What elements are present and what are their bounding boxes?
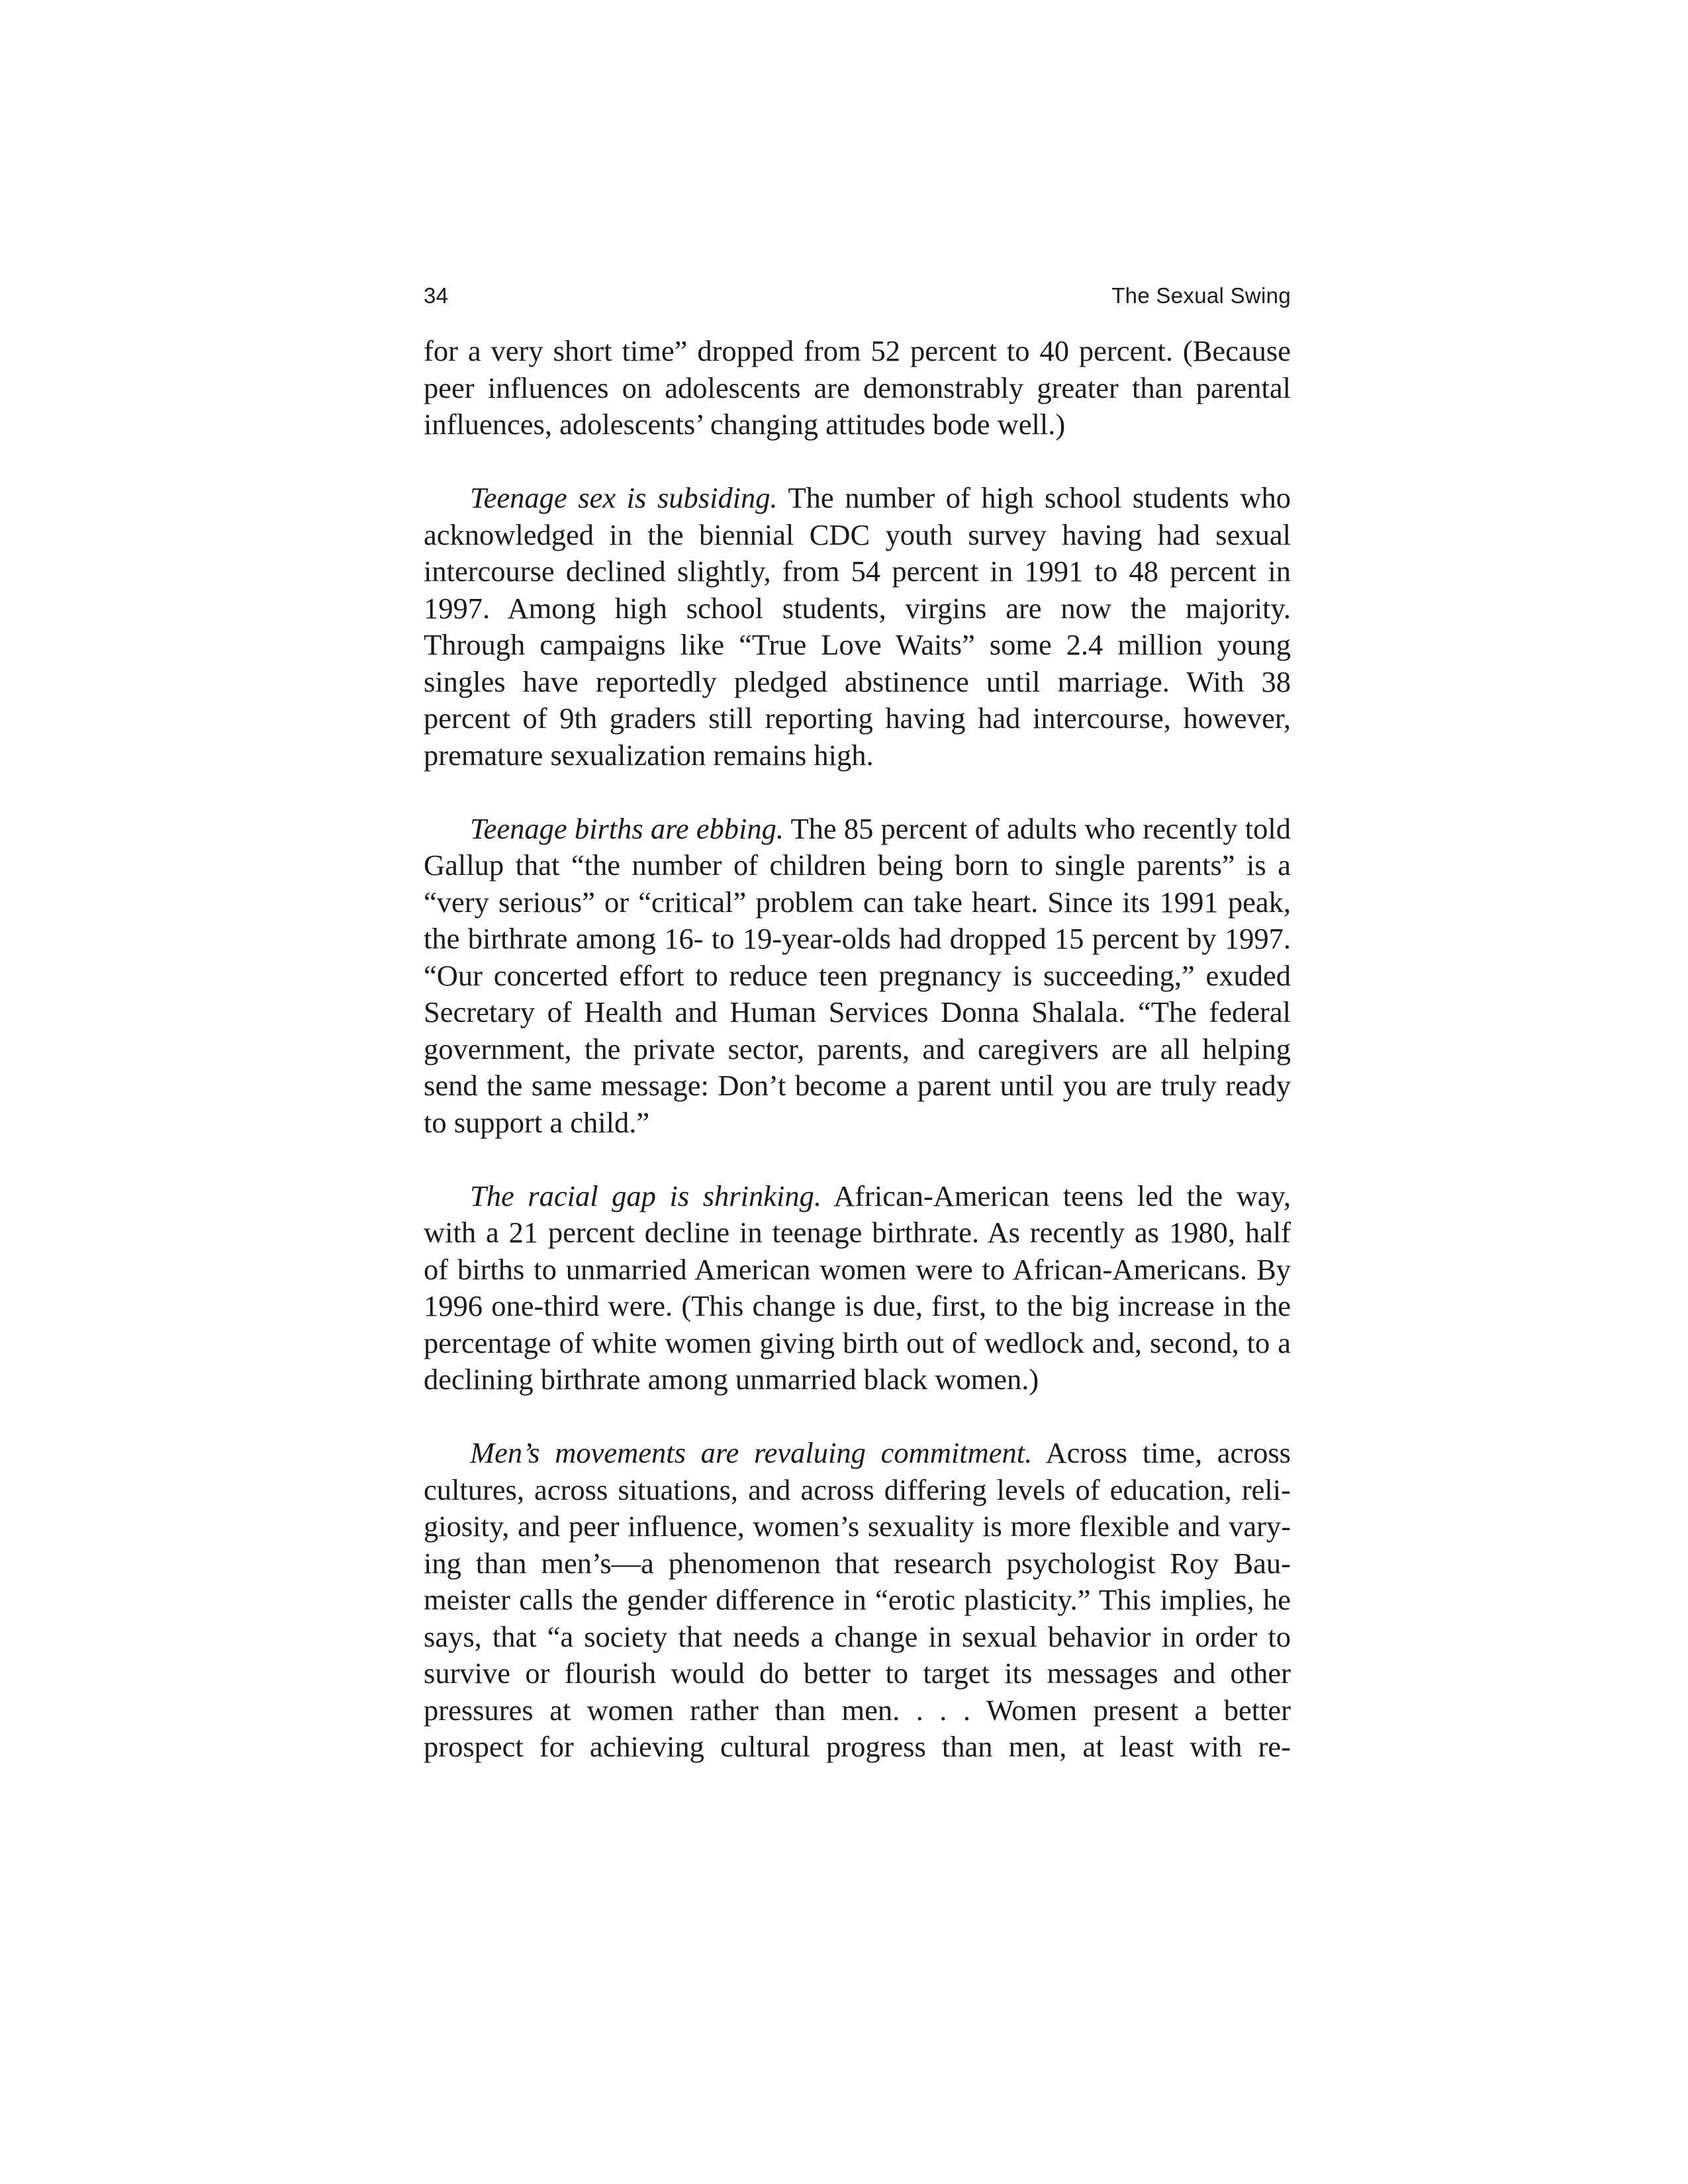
paragraph-teenage-births <box>424 811 1291 1142</box>
paragraph-lead-in: Men’s movements are revaluing commitment. <box>470 1436 1033 1469</box>
paragraph-text: for a very short time” dropped from 52 percent to 40 percent. (Because peer influences on adolescents are demonstrably greater than parental influences, adolescents’ changing attitudes bode well.) <box>424 334 1291 441</box>
paragraph-text: The number of high school students who acknowledged in the biennial CDC youth survey having had sexual intercourse declined slightly, from 54 percent in 1991 to 48 percent in 1997. Among high school students, virgins are now the majority. Through campaigns like “True Love Waits” some 2.4 million young singles have reportedly pledged abstinence until marriage. With 38 percent of 9th graders still reporting having had intercourse, however, premature sexualization remains high. <box>424 481 1291 772</box>
body-text <box>424 333 1291 1766</box>
paragraph-continued <box>424 333 1291 443</box>
page-number: 34 <box>424 283 449 308</box>
paragraph-text: Across time, across cultures, across situations, and across differing levels of education, religiosity, and peer influence, women’s sexuality is more flexible and varying than men’s—a phenomenon that research psychologist Roy Baumeister calls the gender difference in “erotic plasticity.” This implies, he says, that “a society that needs a change in sexual behavior in order to survive or flourish would do better to target its messages and other pressures at women rather than men. . . . Women present a better prospect for achieving cultural progress than men, at least with re- <box>424 1436 1291 1763</box>
paragraph-racial-gap <box>424 1178 1291 1398</box>
paragraph-lead-in: Teenage births are ebbing. <box>470 811 784 845</box>
running-title: The Sexual Swing <box>1111 283 1291 308</box>
paragraph-text: The 85 percent of adults who recently told Gallup that “the number of children being born to single parents” is a “very serious” or “critical” problem can take heart. Since its 1991 peak, the birthrate among 16- to 19-year-olds had dropped 15 percent by 1997. “Our concerted effort to reduce teen pregnancy is succeeding,” exuded Secretary of Health and Human Services Donna Shalala. “The federal government, the private sector, parents, and caregivers are all helping send the same message: Don’t become a parent until you are truly ready to support a child.” <box>424 811 1291 1139</box>
paragraph-teenage-sex <box>424 480 1291 774</box>
paragraph-lead-in: The racial gap is shrinking. <box>470 1179 821 1212</box>
paragraph-text: African-American teens led the way, with a 21 percent decline in teenage birthrate. As recently as 1980, half of births to unmarried American women were to African-Americans. By 1996 one-third were. (This change is due, first, to the big increase in the percentage of white women giving birth out of wedlock and, second, to a declining birthrate among unmarried black women.) <box>424 1179 1291 1396</box>
paragraph-mens-movements <box>424 1435 1291 1766</box>
running-head <box>424 283 1291 315</box>
paragraph-lead-in: Teenage sex is subsiding. <box>470 481 778 514</box>
